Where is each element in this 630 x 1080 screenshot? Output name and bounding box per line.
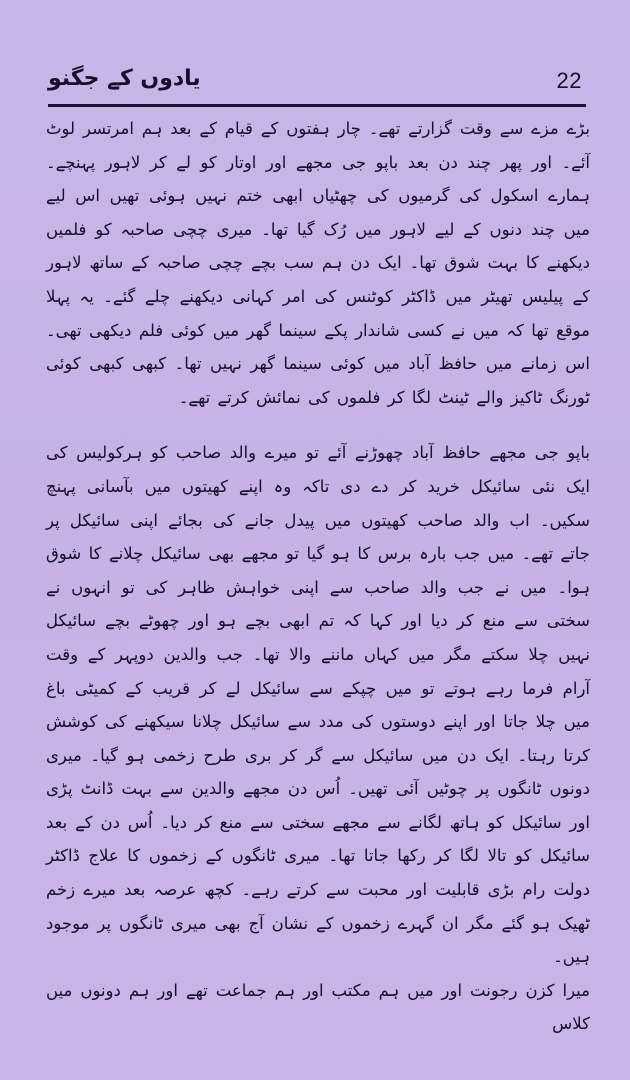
- body-text: [46, 112, 590, 1041]
- paragraph: بڑے مزے سے وقت گزارتے تھے۔ چار ہفتوں کے قیام کے بعد ہم امرتسر لوٹ آئے۔ اور پھر چند دن بعد باپو جی مجھے اور اوتار کو لے کر لاہور پہنچے۔ ہمارے اسکول کی گرمیوں کی چھٹیاں ابھی ختم نہیں ہوئی تھیں اس لیے میں چند دنوں کے لیے لاہور میں رُک گیا تھا۔ میری چچی صاحبہ کو فلمیں دیکھنے کا بہت شوق تھا۔ ایک دن ہم سب بچے چچی صاحبہ کے ساتھ لاہور کے پیلیس تھیٹر میں ڈاکٹر کوٹنس کی امر کہانی دیکھنے چلے گئے۔ یہ پہلا موقع تھا کہ میں نے کسی شاندار پکے سینما گھر میں کوئی فلم دیکھی تھی۔ اس زمانے میں حافظ آباد میں کوئی سینما گھر نہیں تھا۔ کبھی کبھی کوئی ٹورنگ ٹاکیز والے ٹینٹ لگا کر فلموں کی نمائش کرتے تھے۔: [46, 119, 590, 407]
- header-divider: [48, 104, 586, 107]
- running-title: یادوں کے جگنو: [48, 66, 201, 91]
- page-header: [48, 58, 582, 104]
- paragraph: میرا کزن رجونت اور میں ہم مکتب اور ہم جماعت تھے اور ہم دونوں میں کلاس: [46, 980, 590, 1034]
- page-number: 22: [556, 68, 582, 93]
- paragraph-gap: [46, 414, 590, 436]
- paragraph: باپو جی مجھے حافظ آباد چھوڑنے آئے تو میرے والد صاحب کو ہرکولیس کی ایک نئی سائیکل خرید کر دے دی تاکہ وہ اپنے کھیتوں میں بآسانی پہنچ سکیں۔ اب والد صاحب کھیتوں میں پیدل جانے کی بجائے اپنی سائیکل پر جاتے تھے۔ میں جب بارہ برس کا ہو گیا تو مجھے بھی سائیکل چلانے کا شوق ہوا۔ میں نے جب والد صاحب سے اپنی خواہش ظاہر کی تو انہوں نے سختی سے منع کر دیا اور کہا کہ تم ابھی بچے ہو اور چھوٹے بچے سائیکل نہیں چلا سکتے مگر میں کہاں ماننے والا تھا۔ جب والدین دوپہر کے وقت آرام فرما رہے ہوتے تو میں چپکے سے سائیکل لے کر قریب کے کمیٹی باغ میں چلا جاتا اور اپنے دوستوں کی مدد سے سائیکل چلانا سیکھنے کی کوشش کرتا رہتا۔ ایک دن میں سائیکل سے گر کر بری طرح زخمی ہو گیا۔ میری دونوں ٹانگوں پر چوٹیں آئی تھیں۔ اُس دن مجھے والدین سے بہت ڈانٹ پڑی اور سائیکل کو ہاتھ لگانے سے مجھے سختی سے منع کر دیا۔ اُس دن کے بعد سائیکل کو تالا لگا کر رکھا جاتا تھا۔ میری ٹانگوں کے زخموں کا علاج ڈاکٹر دولت رام بڑی قابلیت اور محبت سے کرتے رہے۔ کچھ عرصہ بعد میرے زخم ٹھیک ہو گئے مگر ان گہرے زخموں کے نشان آج بھی میری ٹانگوں پر موجود ہیں۔: [46, 443, 590, 967]
